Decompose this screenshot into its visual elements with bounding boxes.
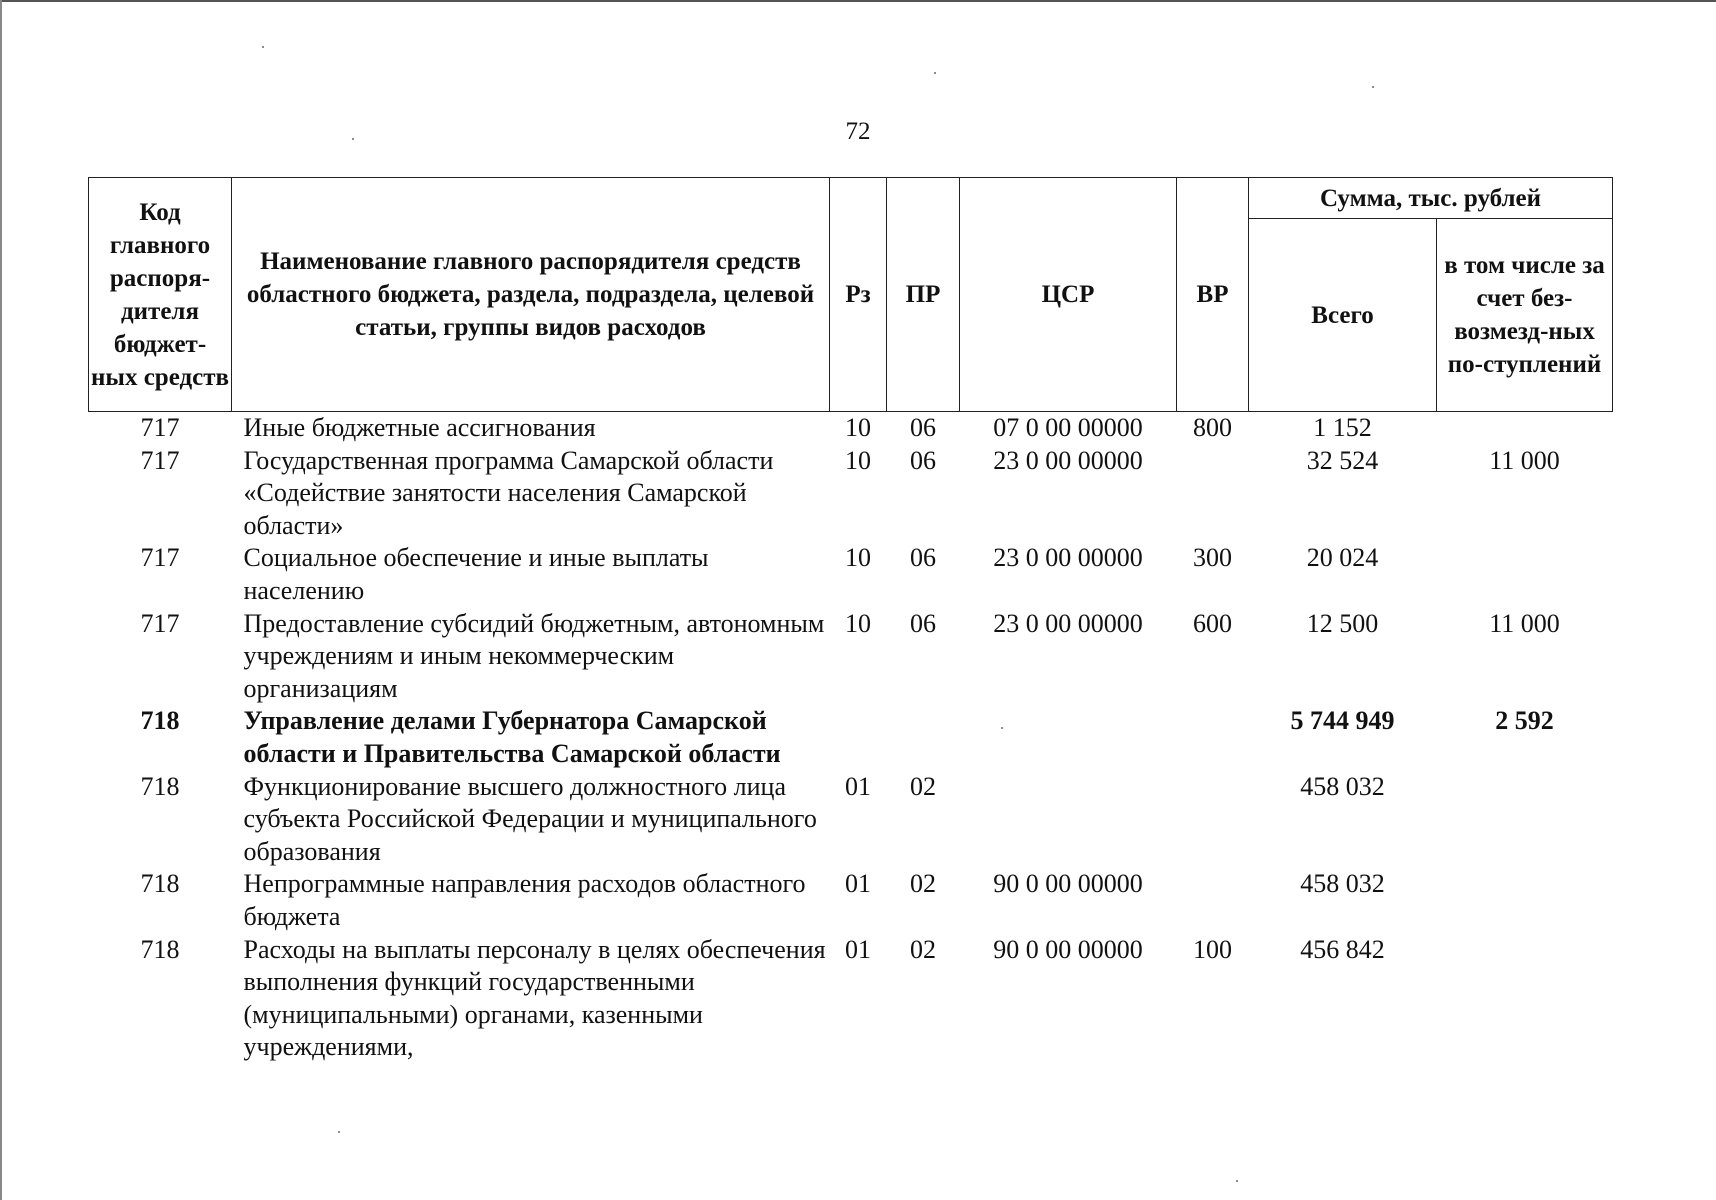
page-number: 72 bbox=[845, 118, 871, 145]
cell-vr: 800 bbox=[1193, 413, 1232, 442]
cell-pr: 06 bbox=[910, 445, 936, 475]
table-row bbox=[89, 412, 1613, 445]
cell-name: Предоставление субсидий бюджетным, автономным учреждениям и иным некоммерческим организациям bbox=[243, 608, 825, 703]
scan-speck bbox=[1236, 1180, 1238, 1182]
cell-csr: 07 0 00 00000 bbox=[993, 413, 1143, 442]
cell-csr: 23 0 00 00000 bbox=[993, 608, 1143, 638]
cell-code: 717 bbox=[140, 608, 180, 638]
cell-rz: 01 bbox=[845, 869, 871, 899]
cell-name: Расходы на выплаты персоналу в целях обеспечения выполнения функций государственными (муниципальными) органами, казенными учреждениями, bbox=[243, 934, 826, 1062]
cell-vr bbox=[1177, 705, 1249, 770]
cell-grants bbox=[1437, 934, 1613, 1064]
cell-grants bbox=[1437, 542, 1613, 607]
table-row bbox=[89, 445, 1613, 543]
budget-table bbox=[88, 177, 1613, 1064]
cell-csr bbox=[960, 771, 1177, 869]
table-row bbox=[89, 934, 1613, 1064]
header-csr: ЦСР bbox=[960, 178, 1177, 412]
cell-rz: 10 bbox=[845, 543, 871, 573]
cell-csr: 90 0 00 00000 bbox=[993, 934, 1143, 964]
header-rz: Рз bbox=[830, 178, 887, 412]
cell-pr: 02 bbox=[910, 869, 936, 899]
cell-grants: 11 000 bbox=[1489, 608, 1560, 638]
table-row bbox=[89, 771, 1613, 869]
cell-rz: 01 bbox=[845, 771, 871, 801]
cell-total: 1 152 bbox=[1313, 413, 1372, 442]
cell-rz: 10 bbox=[845, 608, 871, 638]
header-grants: в том числе за счет без-возмезд-ных по-ступлений bbox=[1437, 219, 1613, 412]
cell-pr bbox=[887, 705, 960, 770]
header-sum-group: Сумма, тыс. рублей bbox=[1249, 178, 1613, 219]
cell-vr: 100 bbox=[1193, 934, 1232, 964]
scan-speck bbox=[934, 72, 936, 74]
cell-pr: 06 bbox=[910, 413, 936, 442]
cell-vr: 600 bbox=[1193, 608, 1232, 638]
table-row bbox=[89, 868, 1613, 933]
cell-rz bbox=[830, 705, 887, 770]
header-pr: ПР bbox=[887, 178, 960, 412]
cell-grants bbox=[1437, 412, 1613, 445]
cell-total: 32 524 bbox=[1306, 445, 1379, 475]
cell-code: 717 bbox=[140, 543, 180, 573]
cell-name: Государственная программа Самарской области «Содействие занятости населения Самарской области» bbox=[243, 445, 774, 540]
cell-total: 12 500 bbox=[1306, 608, 1379, 638]
cell-name: Социальное обеспечение и иные выплаты населению bbox=[243, 543, 709, 605]
cell-code: 718 bbox=[140, 706, 180, 736]
cell-code: 717 bbox=[140, 413, 180, 442]
table-row bbox=[89, 608, 1613, 706]
cell-total: 5 744 949 bbox=[1290, 706, 1395, 736]
cell-rz: 10 bbox=[845, 413, 871, 442]
cell-code: 717 bbox=[140, 445, 180, 475]
header-vr: ВР bbox=[1177, 178, 1249, 412]
scan-edge-left bbox=[0, 0, 2, 1200]
scan-speck bbox=[1372, 86, 1374, 88]
cell-vr bbox=[1177, 868, 1249, 933]
cell-grants: 11 000 bbox=[1489, 445, 1560, 475]
cell-grants bbox=[1437, 868, 1613, 933]
cell-name: Иные бюджетные ассигнования bbox=[243, 413, 596, 442]
cell-total: 458 032 bbox=[1300, 869, 1385, 899]
cell-total: 458 032 bbox=[1300, 771, 1385, 801]
cell-csr: 23 0 00 00000 bbox=[993, 445, 1143, 475]
cell-code: 718 bbox=[140, 869, 180, 899]
header-code: Код главного распоря-дителя бюджет-ных средств bbox=[89, 178, 232, 412]
scan-speck bbox=[338, 1131, 340, 1133]
cell-grants bbox=[1437, 771, 1613, 869]
cell-vr bbox=[1177, 445, 1249, 543]
cell-name: Функционирование высшего должностного лица субъекта Российской Федерации и муниципального образования bbox=[243, 771, 817, 866]
header-name: Наименование главного распорядителя средств областного бюджета, раздела, подраздела, целевой статьи, группы видов расходов bbox=[232, 178, 830, 412]
cell-rz: 10 bbox=[845, 445, 871, 475]
cell-vr bbox=[1177, 771, 1249, 869]
cell-pr: 02 bbox=[910, 771, 936, 801]
cell-csr: 23 0 00 00000 bbox=[993, 543, 1143, 573]
cell-code: 718 bbox=[140, 771, 180, 801]
table-body bbox=[89, 412, 1613, 1064]
cell-rz: 01 bbox=[845, 934, 871, 964]
cell-total: 456 842 bbox=[1300, 934, 1385, 964]
header-total: Всего bbox=[1249, 219, 1437, 412]
cell-pr: 02 bbox=[910, 934, 936, 964]
cell-vr: 300 bbox=[1193, 543, 1232, 573]
cell-name: Непрограммные направления расходов областного бюджета bbox=[243, 869, 806, 931]
scan-edge-top bbox=[0, 0, 1716, 2]
table-row bbox=[89, 542, 1613, 607]
cell-pr: 06 bbox=[910, 543, 936, 573]
cell-name: Управление делами Губернатора Самарской области и Правительства Самарской области bbox=[243, 706, 781, 768]
cell-code: 718 bbox=[140, 934, 180, 964]
cell-csr: 90 0 00 00000 bbox=[993, 869, 1143, 899]
cell-grants: 2 592 bbox=[1495, 706, 1554, 736]
table-row bbox=[89, 705, 1613, 770]
scan-speck bbox=[262, 46, 264, 48]
cell-csr bbox=[960, 705, 1177, 770]
cell-pr: 06 bbox=[910, 608, 936, 638]
cell-total: 20 024 bbox=[1306, 543, 1379, 573]
